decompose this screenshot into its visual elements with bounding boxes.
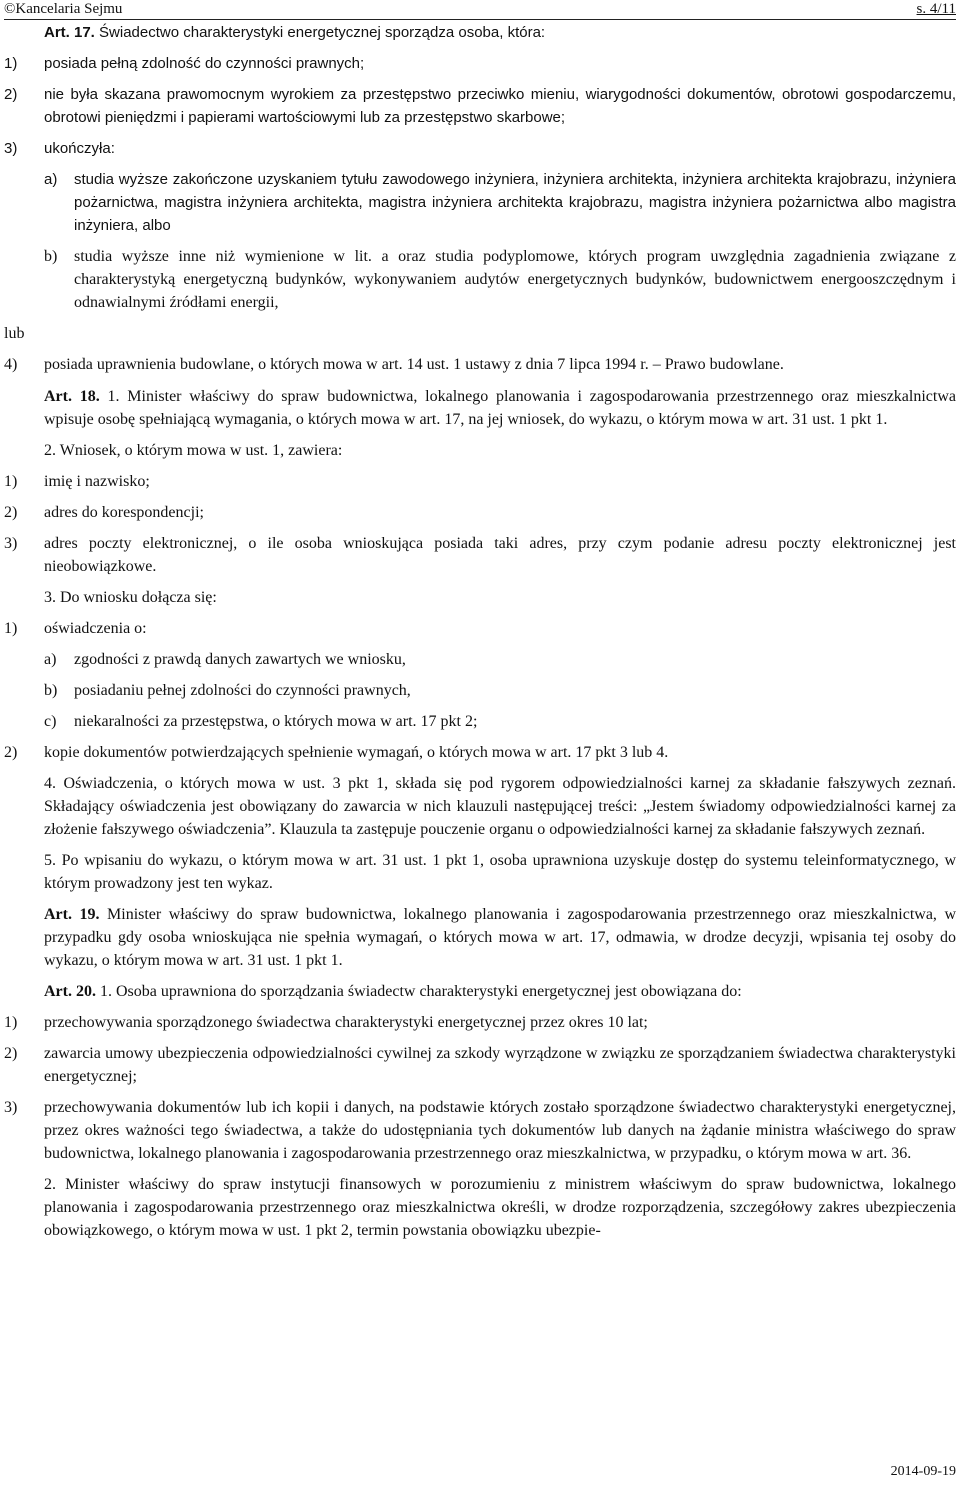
- art20-ust-1-text: 1. Osoba uprawniona do sporządzania świadectw charakterystyki energetycznej jest obowiązana do:: [99, 983, 742, 1000]
- art19-label: Art. 19.: [44, 906, 100, 923]
- point-number: 3): [4, 140, 18, 157]
- art20-point-2: [4, 1042, 956, 1088]
- page-header: [4, 0, 956, 20]
- art18-ust3-letter-a: [44, 648, 956, 671]
- art17-letter-a: [44, 168, 956, 237]
- letter-number: a): [44, 171, 58, 188]
- art18-label: Art. 18.: [44, 388, 100, 405]
- art18-ust2-point-1: [4, 470, 956, 493]
- art17-label: Art. 17.: [44, 24, 95, 41]
- art17-intro-text: Świadectwo charakterystyki energetycznej sporządza osoba, która:: [99, 24, 546, 41]
- point-number: 2): [4, 504, 18, 521]
- letter-text: posiadaniu pełnej zdolności do czynności prawnych,: [74, 682, 411, 699]
- art18-ust-1: [4, 385, 956, 431]
- art18-ust2-point-2: [4, 501, 956, 524]
- art18-ust3-point-1: [4, 617, 956, 640]
- point-text: adres poczty elektronicznej, o ile osoba wnioskująca posiada taki adres, przy czym podanie adresu poczty elektronicznej jest nieobowiązkowe.: [44, 535, 956, 575]
- point-text: przechowywania dokumentów lub ich kopii i danych, na podstawie których zostało sporządzone świadectwo charakterystyki energetycznej, przez okres ważności tego świadectwa, a także do udostępniania tych dokumentów lub danych na żądanie ministra właściwego do spraw budownictwa, lokalnego planowania i zagospodarowania przestrzennego oraz mieszkalnictwa, w przypadku, o którym mowa w art. 36.: [44, 1099, 956, 1162]
- art20-point-1: [4, 1011, 956, 1034]
- art20-ust-1: [4, 980, 956, 1003]
- point-text: posiada uprawnienia budowlane, o których mowa w art. 14 ust. 1 ustawy z dnia 7 lipca 1994 r. – Prawo budowlane.: [44, 356, 784, 373]
- art18-ust-2: 2. Wniosek, o którym mowa w ust. 1, zawiera:: [44, 442, 343, 459]
- letter-number: a): [44, 651, 57, 668]
- point-text: zawarcia umowy ubezpieczenia odpowiedzialności cywilnej za szkody wyrządzone w związku ze sporządzaniem świadectwa charakterystyki energetycznej;: [44, 1045, 956, 1085]
- point-text: adres do korespondencji;: [44, 504, 204, 521]
- art18-ust-3: 3. Do wniosku dołącza się:: [44, 589, 217, 606]
- art20-label: Art. 20.: [44, 983, 96, 1000]
- letter-text: zgodności z prawdą danych zawartych we wniosku,: [74, 651, 406, 668]
- art17-intro: [4, 21, 956, 44]
- point-number: 2): [4, 86, 18, 103]
- art19: [4, 903, 956, 972]
- art20-point-3: [4, 1096, 956, 1165]
- art18-ust-1-text: 1. Minister właściwy do spraw budownictwa, lokalnego planowania i zagospodarowania przestrzennego oraz mieszkalnictwa wpisuje osobę spełniającą wymagania, o których mowa w art. 17, na jej wniosek, do wykazu, o którym mowa w art. 31 ust. 1 pkt 1.: [44, 388, 956, 428]
- point-number: 1): [4, 1014, 18, 1031]
- art18-ust-4: 4. Oświadczenia, o których mowa w ust. 3 pkt 1, składa się pod rygorem odpowiedzialności karnej za składanie fałszywych zeznań. Składający oświadczenia jest obowiązany do zawarcia w nich klauzuli następującej treści: „Jestem świadomy odpowiedzialności karnej za złożenie fałszywego oświadczenia”. Klauzula ta zastępuje pouczenie organu o odpowiedzialności karnej za składanie fałszywych zeznań.: [44, 775, 956, 838]
- point-number: 2): [4, 744, 18, 761]
- point-text: przechowywania sporządzonego świadectwa charakterystyki energetycznej przez okres 10 lat;: [44, 1014, 648, 1031]
- point-number: 2): [4, 1045, 18, 1062]
- point-text: ukończyła:: [44, 140, 115, 157]
- art17-lub: lub: [4, 325, 25, 342]
- point-number: 3): [4, 1099, 18, 1116]
- point-number: 1): [4, 473, 18, 490]
- art17-point-2: [4, 83, 956, 129]
- page-number: s. 4/11: [916, 1, 956, 17]
- copyright-text: ©Kancelaria Sejmu: [4, 1, 123, 17]
- point-number: 3): [4, 535, 18, 552]
- art17-point-3: [4, 137, 956, 160]
- art18-ust3-point-2: [4, 741, 956, 764]
- point-number: 1): [4, 55, 18, 72]
- art17-point-1: [4, 52, 956, 75]
- document-body: [4, 21, 956, 1242]
- art17-point-4: [4, 353, 956, 376]
- point-text: oświadczenia o:: [44, 620, 147, 637]
- art19-text: Minister właściwy do spraw budownictwa, lokalnego planowania i zagospodarowania przestrzennego oraz mieszkalnictwa, w przypadku gdy osoba wnioskująca nie spełnia wymagań, o których mowa w art. 17, odmawia, w drodze decyzji, wpisania tej osoby do wykazu, o którym mowa w art. 31 ust. 1 pkt 1.: [44, 906, 957, 969]
- art20-ust-2: 2. Minister właściwy do spraw instytucji finansowych w porozumieniu z ministrem właściwym do spraw budownictwa, lokalnego planowania i zagospodarowania przestrzennego oraz mieszkalnictwa określi, w drodze rozporządzenia, szczegółowy zakres ubezpieczenia obowiązkowego, o którym mowa w ust. 1 pkt 2, termin powstania obowiązku ubezpie-: [44, 1176, 956, 1239]
- letter-text: studia wyższe inne niż wymienione w lit. a oraz studia podyplomowe, których program uwzględnia zagadnienia związane z charakterystyką energetyczną budynków, wykonywaniem audytów energetycznych budynków, budownictwem energooszczędnym i odnawialnymi źródłami energii,: [74, 248, 956, 311]
- footer-date: 2014-09-19: [890, 1464, 956, 1479]
- letter-text: niekaralności za przestępstwa, o których mowa w art. 17 pkt 2;: [74, 713, 478, 730]
- letter-text: studia wyższe zakończone uzyskaniem tytułu zawodowego inżyniera, inżyniera architekta, inżyniera architekta krajobrazu, inżyniera pożarnictwa, magistra inżyniera architekta, magistra inżyniera architekta krajobrazu, magistra inżyniera pożarnictwa albo magistra inżyniera, albo: [74, 171, 956, 234]
- point-text: posiada pełną zdolność do czynności prawnych;: [44, 55, 365, 72]
- point-number: 1): [4, 620, 18, 637]
- art18-ust3-letter-c: [44, 710, 956, 733]
- letter-number: b): [44, 248, 58, 265]
- point-text: kopie dokumentów potwierdzających spełnienie wymagań, o których mowa w art. 17 pkt 3 lub 4.: [44, 744, 669, 761]
- art18-ust3-letter-b: [44, 679, 956, 702]
- letter-number: c): [44, 713, 57, 730]
- point-text: nie była skazana prawomocnym wyrokiem za przestępstwo przeciwko mieniu, wiarygodności dokumentów, obrotowi gospodarczemu, obrotowi pieniędzmi i papierami wartościowymi lub za przestępstwo skarbowe;: [44, 86, 956, 126]
- art18-ust-5: 5. Po wpisaniu do wykazu, o którym mowa w art. 31 ust. 1 pkt 1, osoba uprawniona uzyskuje dostęp do systemu teleinformatycznego, w którym prowadzony jest ten wykaz.: [44, 852, 956, 892]
- art18-ust2-point-3: [4, 532, 956, 578]
- point-text: imię i nazwisko;: [44, 473, 150, 490]
- art17-letter-b: [44, 245, 956, 314]
- point-number: 4): [4, 356, 18, 373]
- letter-number: b): [44, 682, 58, 699]
